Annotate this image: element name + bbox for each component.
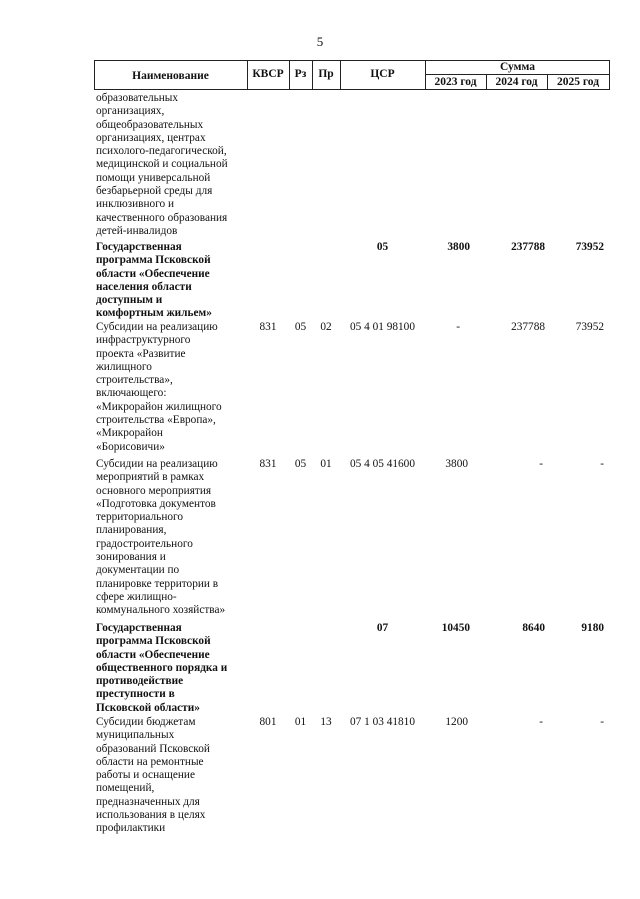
name-line: зонирования и (96, 551, 166, 564)
name-line: медицинской и социальной (96, 158, 228, 171)
col-header-rz: Рз (294, 68, 307, 80)
row-name (96, 458, 248, 618)
name-line: градостроительного (96, 537, 193, 550)
kvsr-cell: 801 (259, 716, 277, 728)
name-line: Государственная (96, 241, 182, 253)
amount-2024-cell: 237788 (511, 241, 545, 253)
name-line: строительства», (96, 374, 173, 387)
amount-2025-cell: - (600, 716, 604, 728)
name-line: документации по (96, 564, 180, 577)
name-line: включающего: (96, 387, 167, 400)
name-line: основного мероприятия (96, 484, 212, 497)
kvsr-cell: 831 (259, 321, 277, 333)
name-line: строительства «Европа», (96, 414, 216, 427)
name-line: преступности в (96, 688, 175, 701)
page-number: 5 (316, 34, 324, 49)
amount-2024-cell: 237788 (511, 321, 545, 333)
table-header (94, 60, 610, 89)
name-line: безбарьерной среды для (96, 185, 213, 198)
amount-2025-cell: 73952 (575, 321, 604, 333)
name-line: общеобразовательных (96, 118, 204, 131)
name-line: планировке территории в (96, 577, 219, 590)
name-line: детей-инвалидов (96, 224, 178, 237)
amount-2024-cell: - (539, 716, 543, 728)
name-line: области на ремонтные (96, 755, 204, 768)
name-line: программа Псковской (96, 635, 211, 648)
name-line: Субсидии бюджетам (96, 716, 196, 728)
col-header-kvsr: КВСР (252, 68, 284, 80)
name-line: проекта «Развитие (96, 347, 186, 360)
amount-2024-cell: 8640 (522, 622, 545, 634)
name-line: использования в целях (96, 809, 206, 822)
name-line: образовательных (96, 92, 179, 104)
csr-cell: 05 4 01 98100 (350, 321, 415, 333)
name-line: помещений, (96, 782, 155, 795)
name-line: противодействие (96, 675, 184, 688)
amount-2023-cell: - (456, 321, 460, 333)
name-line: Субсидии на реализацию (96, 458, 218, 470)
amount-2025-cell: 73952 (575, 241, 604, 253)
csr-cell: 07 (376, 622, 389, 634)
name-line: инклюзивного и (96, 198, 175, 211)
name-line: программа Псковской (96, 254, 211, 267)
row-name (96, 716, 248, 836)
rz-cell: 01 (294, 716, 307, 728)
name-line: области «Обеспечение (96, 648, 210, 661)
name-line: муниципальных (96, 729, 175, 742)
name-line: инфраструктурного (96, 334, 191, 347)
pr-cell: 01 (320, 458, 332, 470)
name-line: планирования, (96, 524, 167, 537)
amount-2023-cell: 1200 (445, 716, 468, 728)
rz-cell: 05 (294, 458, 307, 470)
name-line: коммунального хозяйства» (96, 604, 226, 617)
kvsr-cell: 831 (259, 458, 277, 470)
name-line: работы и оснащение (96, 769, 195, 782)
col-header-pr: Пр (318, 68, 334, 80)
col-header-name: Наименование (132, 70, 209, 82)
name-line: сфере жилищно- (96, 590, 177, 603)
name-line: предназначенных для (96, 795, 200, 808)
name-line: организациях, (96, 105, 165, 118)
csr-cell: 07 1 03 41810 (350, 716, 415, 728)
col-header-2024: 2024 год (495, 76, 538, 88)
pr-cell: 02 (320, 321, 332, 333)
name-line: области «Обеспечение (96, 267, 210, 280)
name-line: «Борисовичи» (96, 440, 165, 453)
name-line: населения области (96, 280, 192, 293)
col-header-sum: Сумма (500, 61, 535, 73)
name-line: Государственная (96, 622, 182, 634)
amount-2025-cell: - (600, 458, 604, 470)
name-line: профилактики (96, 822, 166, 835)
name-line: территориального (96, 511, 184, 524)
row-name (96, 622, 248, 715)
name-line: мероприятий в рамках (96, 471, 205, 484)
pr-cell: 13 (320, 716, 332, 728)
col-header-2025: 2025 год (556, 76, 600, 88)
row-name (96, 321, 248, 454)
name-line: качественного образования (96, 211, 228, 224)
name-line: комфортным жильем» (96, 307, 212, 320)
col-header-2023: 2023 год (434, 76, 477, 88)
rz-cell: 05 (294, 321, 307, 333)
name-line: образований Псковской (96, 742, 210, 755)
amount-2023-cell: 10450 (441, 622, 470, 634)
name-line: «Подготовка документов (96, 497, 216, 510)
csr-cell: 05 (376, 241, 389, 253)
row-name (96, 241, 248, 321)
header-bottom-border (94, 89, 610, 90)
name-line: помощи универсальной (96, 171, 211, 184)
name-line: жилищного (96, 360, 152, 373)
name-line: Псковской области» (96, 701, 200, 714)
name-line: психолого-педагогической, (96, 145, 227, 158)
name-line: «Микрорайон жилищного (96, 400, 222, 413)
amount-2023-cell: 3800 (447, 241, 470, 253)
col-header-csr: ЦСР (370, 68, 395, 80)
name-line: организациях, центрах (96, 131, 206, 144)
name-line: «Микрорайон (96, 427, 163, 440)
row-name (96, 92, 248, 238)
name-line: доступным и (96, 294, 163, 307)
amount-2024-cell: - (539, 458, 543, 470)
amount-2023-cell: 3800 (445, 458, 468, 470)
name-line: общественного порядка и (96, 661, 228, 674)
name-line: Субсидии на реализацию (96, 321, 218, 333)
csr-cell: 05 4 05 41600 (350, 458, 415, 470)
amount-2025-cell: 9180 (581, 622, 604, 634)
